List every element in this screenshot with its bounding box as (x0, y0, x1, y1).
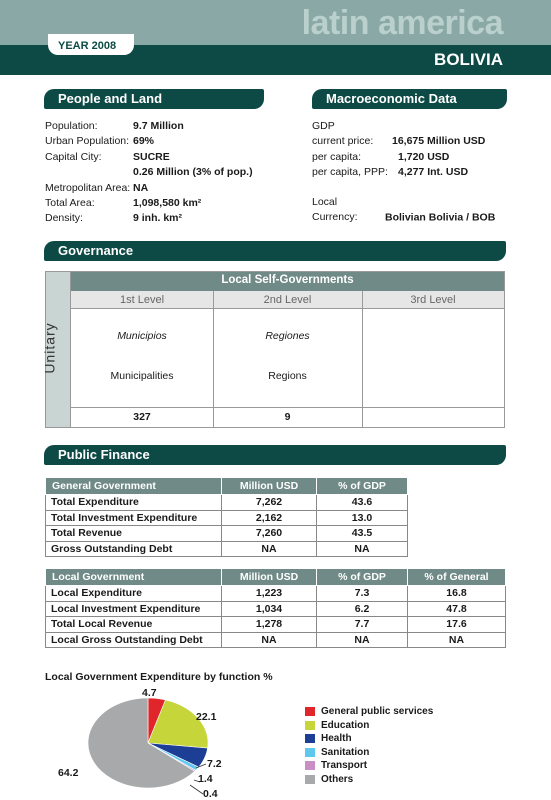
lsg-header: Local Self-Governments (71, 272, 504, 291)
legend-item: Transport (305, 759, 433, 773)
macro-label: current price: (312, 135, 374, 148)
col-header: % of General (408, 569, 506, 586)
pl-label: Population: (45, 120, 98, 132)
unitary-label: Unitary (41, 322, 58, 374)
level-1-local: Municipios (117, 330, 167, 342)
level-1-count: 327 (133, 411, 151, 423)
col-header: Million USD (222, 569, 317, 586)
pie-value-label: 7.2 (207, 758, 222, 770)
region-title: latin america (301, 4, 503, 42)
legend-item: Others (305, 773, 433, 787)
table-row: Local Gross Outstanding Debt NA NA NA (46, 632, 506, 648)
table-row: Total Investment Expenditure 2,162 13.0 (46, 510, 408, 526)
macro-label: per capita: (312, 150, 362, 163)
currency-label: Local Currency: (312, 196, 358, 224)
public-finance-heading: Public Finance (44, 445, 506, 465)
legend-swatch (305, 748, 315, 757)
macro-value: 16,675 Million USD (392, 135, 486, 148)
table-row: Total Local Revenue 1,278 7.7 17.6 (46, 617, 506, 633)
macro-label: per capita, PPP: (312, 166, 388, 179)
pl-value: 0.26 Million (3% of pop.) (133, 166, 253, 179)
legend-swatch (305, 775, 315, 784)
pie-value-label: 1.4 (198, 773, 213, 785)
col-header: General Government (46, 478, 222, 495)
pl-label: Density: (45, 212, 83, 225)
pie-value-label: 0.4 (203, 788, 218, 800)
macro-value: 1,720 USD (398, 150, 450, 163)
level-2-count: 9 (284, 411, 291, 423)
people-land-heading: People and Land (44, 89, 264, 109)
macro-value: 4,277 Int. USD (398, 166, 469, 179)
pl-value: 69% (133, 135, 155, 148)
level-2-english: Regions (268, 370, 307, 382)
legend-swatch (305, 721, 315, 730)
pl-value: 9.7 Million (133, 120, 184, 132)
pl-label: Metropolitan Area: (45, 181, 131, 194)
legend-swatch (305, 761, 315, 770)
legend-item: Sanitation (305, 746, 433, 760)
country-title: BOLIVIA (434, 50, 503, 69)
col-header: % of GDP (317, 478, 408, 495)
level-3-label: 3rd Level (410, 294, 456, 306)
table-row: Total Expenditure 7,262 43.6 (46, 495, 408, 511)
table-row: Total Revenue 7,260 43.5 (46, 526, 408, 542)
table-row: Gross Outstanding Debt NA NA (46, 541, 408, 557)
chart-title: Local Government Expenditure by function % (45, 671, 273, 683)
table-row: Local Expenditure 1,223 7.3 16.8 (46, 586, 506, 602)
currency-value: Bolivian Bolivia / BOB (385, 211, 496, 224)
table-row: Local Investment Expenditure 1,034 6.2 47.8 (46, 601, 506, 617)
leader-line (190, 785, 203, 794)
pl-value: 9 inh. km² (133, 212, 183, 225)
level-1-label: 1st Level (119, 294, 165, 306)
legend-item: Health (305, 732, 433, 746)
legend-swatch (305, 734, 315, 743)
pl-label: Capital City: (45, 150, 102, 163)
legend-item: General public services (305, 705, 433, 719)
pl-value: NA (133, 181, 149, 194)
macro-heading: Macroeconomic Data (312, 89, 507, 109)
pie-value-label: 4.7 (142, 687, 157, 699)
col-header: Local Government (46, 569, 222, 586)
col-header: % of GDP (317, 569, 408, 586)
legend-swatch (305, 707, 315, 716)
level-1-english: Municipalities (110, 370, 174, 382)
year-label: YEAR 2008 (58, 40, 117, 52)
chart-legend (305, 705, 433, 786)
pie-value-label: 22.1 (196, 711, 217, 723)
pl-value: 1,098,580 km² (133, 197, 202, 210)
level-2-label: 2nd Level (263, 294, 312, 306)
col-header: Million USD (222, 478, 317, 495)
gdp-label: GDP (312, 120, 335, 132)
pl-label: Urban Population: (45, 135, 130, 148)
pl-value: SUCRE (133, 150, 170, 163)
level-2-local: Regiones (265, 330, 310, 342)
governance-heading: Governance (44, 241, 506, 261)
pie-value-label: 64.2 (58, 767, 79, 779)
pl-label: Total Area: (45, 197, 95, 210)
legend-item: Education (305, 719, 433, 733)
